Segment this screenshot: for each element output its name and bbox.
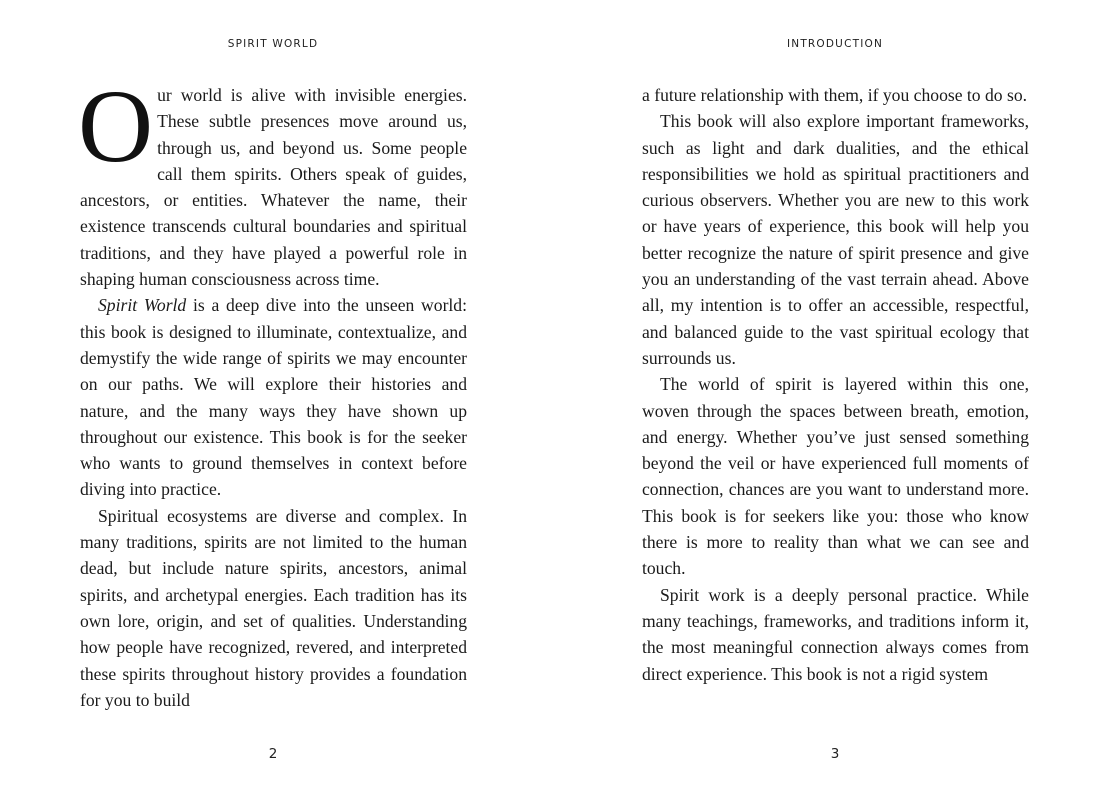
opening-paragraph bbox=[78, 69, 467, 292]
paragraph-book-intro bbox=[80, 292, 467, 502]
page-number-right: 3 bbox=[830, 746, 840, 762]
paragraph-world-of-spirit: The world of spirit is layered within this one, woven through the spaces between breath, emotion, and energy. Whether you’ve just sensed something beyond the veil or have experienced full moments of connection, chances are you want to understand more. This book is for seekers like you: those who know there is more to reality than what we can see and touch. bbox=[642, 374, 1029, 579]
paragraph-frameworks: This book will also explore important frameworks, such as light and dark dualities, and the ethical responsibilities we hold as spiritual practitioners and curious observers. Whether you are new to this work or have years of experience, this book will help you better recognize the nature of spirit presence and give you an understanding of the vast terrain ahead. Above all, my intention is to offer an accessible, respectful, and balanced guide to the vast spiritual ecology that surrounds us. bbox=[642, 111, 1029, 368]
opening-paragraph-text: ur world is alive with invisible energies. These subtle presences move around us, through us, and beyond us. Some people call them spirits. Others speak of guides, ancestors, or entities. Whatever the name, their existence transcends cultural boundaries and spiritual traditions, and they have played a powerful role in shaping human consciousness across time. bbox=[80, 85, 467, 290]
paragraph-spirit-work: Spirit work is a deeply personal practice. While many teachings, frameworks, and traditions inform it, the most meaningful connection always comes from direct experience. This book is not a rigid system bbox=[642, 584, 1029, 684]
paragraph-continuation: a future relationship with them, if you choose to do so. bbox=[642, 85, 1028, 105]
running-head-left: SPIRIT WORLD bbox=[227, 38, 319, 50]
book-title-italic: Spirit World bbox=[98, 295, 187, 316]
paragraph-book-intro-text: is a deep dive into the unseen world: this book is designed to illuminate, contextualize, and demystify the wide range of spirits we may encounter on our paths. We will explore their histories and nature, and the many ways they have shown up throughout our existence. This book is for the seeker who wants to ground themselves in context before diving into practice. bbox=[80, 295, 467, 500]
left-page bbox=[0, 0, 553, 800]
right-page-body bbox=[642, 82, 1029, 687]
left-page-body bbox=[78, 69, 467, 713]
drop-cap: O bbox=[78, 69, 154, 184]
page-number-left: 2 bbox=[268, 746, 278, 762]
right-page bbox=[553, 0, 1106, 800]
paragraph-ecosystems: Spiritual ecosystems are diverse and complex. In many traditions, spirits are not limited to the human dead, but include nature spirits, ancestors, animal spirits, and archetypal energies. Each tradition has its own lore, origin, and set of qualities. Understanding how people have recognized, revered, and interpreted these spirits throughout history provides a foundation for you to build bbox=[80, 505, 467, 710]
running-head-right: INTRODUCTION bbox=[786, 38, 884, 50]
